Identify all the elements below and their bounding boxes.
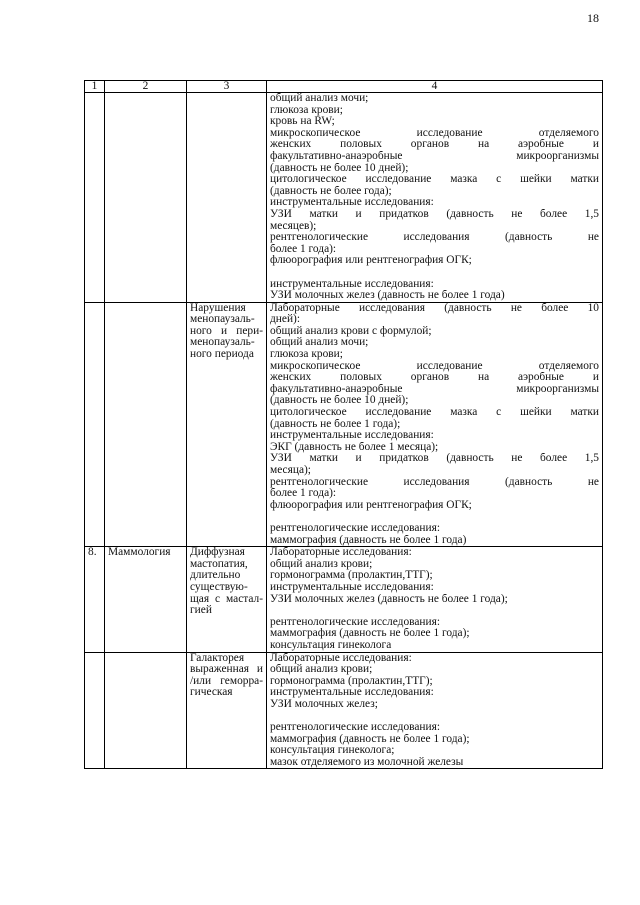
- study-line: микроскопическое исследование отделяемого: [270, 127, 599, 139]
- study-line: рентгенологические исследования:: [270, 522, 441, 534]
- condition-line: Диффузная: [190, 546, 245, 559]
- study-line: женских половых органов на аэробные и: [270, 139, 599, 151]
- header-col-3: 3: [187, 81, 267, 93]
- study-line: гормонограмма (пролактин,ТТГ);: [270, 570, 433, 582]
- study-line: общий анализ крови с формулой;: [270, 325, 432, 337]
- condition-line: менопаузаль-: [190, 336, 255, 349]
- specialty-cell: [105, 652, 187, 769]
- blank-line: [270, 605, 599, 617]
- study-line: глюкоза крови;: [270, 349, 343, 361]
- study-line: дней):: [270, 314, 301, 326]
- study-line: гормонограмма (пролактин,ТТГ);: [270, 675, 433, 687]
- study-line: рентгенологические исследования:: [270, 722, 441, 734]
- study-line: кровь на RW;: [270, 116, 335, 128]
- study-line: женских половых органов на аэробные и: [270, 372, 599, 384]
- condition-line: гией: [190, 604, 212, 617]
- study-line: рентгенологические исследования:: [270, 616, 441, 628]
- study-line: УЗИ молочных желез (давность не более 1 года);: [270, 593, 508, 605]
- study-line: маммография (давность не более 1 года);: [270, 733, 470, 745]
- study-line: (давность не более года);: [270, 185, 392, 197]
- table-row: [85, 547, 603, 652]
- row-number: [85, 302, 105, 546]
- studies-cell: [267, 302, 603, 546]
- study-line: инструментальные исследования:: [270, 278, 434, 290]
- study-line: Лабораторные исследования:: [270, 547, 412, 559]
- header-col-1: 1: [85, 81, 105, 93]
- study-line: флюорография или рентгенография ОГК;: [270, 499, 472, 511]
- study-line: инструментальные исследования:: [270, 430, 434, 442]
- study-line: мазок отделяемого из молочной железы: [270, 756, 464, 768]
- condition-line: длительно: [190, 569, 241, 582]
- condition-line: ного периода: [190, 348, 254, 361]
- study-line: ЭКГ (давность не более 1 месяца);: [270, 441, 439, 453]
- header-col-2: 2: [105, 81, 187, 93]
- study-line: (давность не более 10 дней);: [270, 162, 409, 174]
- study-line: Лабораторные исследования (давность не более 10: [270, 302, 599, 314]
- specialty-cell: Маммология: [105, 547, 187, 652]
- condition-line: гическая: [190, 686, 233, 699]
- study-line: общий анализ крови;: [270, 664, 373, 676]
- studies-cell: [267, 93, 603, 303]
- study-line: УЗИ матки и придатков (давность не более 1,5: [270, 208, 599, 220]
- study-line: рентгенологические исследования (давность не: [270, 232, 599, 244]
- study-line: маммография (давность не более 1 года);: [270, 628, 470, 640]
- condition-line: щая с мастал-: [190, 592, 263, 605]
- study-line: инструментальные исследования:: [270, 581, 434, 593]
- study-line: глюкоза крови;: [270, 104, 343, 116]
- condition-line: выраженная и: [190, 663, 263, 676]
- study-line: Лабораторные исследования:: [270, 652, 412, 664]
- study-line: (давность не более 10 дней);: [270, 395, 409, 407]
- specialty-cell: [105, 302, 187, 546]
- study-line: микроскопическое исследование отделяемого: [270, 360, 599, 372]
- row-number: 8.: [85, 547, 105, 652]
- study-line: месяцев);: [270, 220, 317, 232]
- row-number: [85, 93, 105, 303]
- study-line: цитологическое исследование мазка с шейки матки: [270, 174, 599, 186]
- study-line: УЗИ молочных желез (давность не более 1 года): [270, 290, 505, 302]
- blank-line: [270, 267, 599, 279]
- study-line: флюорография или рентгенография ОГК;: [270, 255, 472, 267]
- study-line: факультативно-анаэробные микроорганизмы: [270, 150, 599, 162]
- condition-line: мастопатия,: [190, 557, 248, 570]
- condition-cell: [187, 652, 267, 769]
- page-number: 18: [587, 11, 599, 25]
- study-line: более 1 года):: [270, 243, 337, 255]
- study-line: общий анализ крови;: [270, 558, 373, 570]
- table-row: [85, 93, 603, 303]
- study-line: цитологическое исследование мазка с шейки матки: [270, 407, 599, 419]
- study-line: общий анализ мочи;: [270, 337, 369, 349]
- study-line: месяца);: [270, 465, 311, 476]
- table-row: [85, 302, 603, 546]
- condition-line: ного и пери-: [190, 324, 263, 337]
- studies-cell: [267, 547, 603, 652]
- condition-cell: [187, 93, 267, 303]
- condition-cell: [187, 547, 267, 652]
- study-line: УЗИ молочных желез;: [270, 698, 378, 710]
- study-line: инструментальные исследования:: [270, 197, 434, 209]
- study-line: факультативно-анаэробные микроорганизмы: [270, 383, 599, 395]
- row-number: [85, 652, 105, 769]
- study-line: маммография (давность не более 1 года): [270, 534, 467, 546]
- condition-line: Галакторея: [190, 651, 245, 664]
- study-line: УЗИ матки и придатков (давность не более 1,5: [270, 453, 599, 465]
- studies-cell: [267, 652, 603, 769]
- condition-line: Нарушения: [190, 301, 246, 314]
- study-line: более 1 года):: [270, 488, 337, 500]
- study-line: (давность не более 1 года);: [270, 418, 401, 430]
- header-row: [85, 81, 603, 93]
- blank-line: [270, 710, 599, 722]
- condition-line: существую-: [190, 580, 248, 593]
- header-col-4: 4: [267, 81, 603, 93]
- condition-line: /или геморра-: [190, 674, 263, 687]
- exam-table: [84, 80, 603, 769]
- specialty-cell: [105, 93, 187, 303]
- study-line: рентгенологические исследования (давность не: [270, 476, 599, 488]
- condition-line: менопаузаль-: [190, 313, 255, 326]
- study-line: инструментальные исследования:: [270, 687, 434, 699]
- condition-cell: [187, 302, 267, 546]
- study-line: консультация гинеколога;: [270, 745, 395, 757]
- study-line: общий анализ мочи;: [270, 93, 369, 104]
- table-row: [85, 652, 603, 769]
- blank-line: [270, 511, 599, 523]
- study-line: консультация гинеколога: [270, 639, 392, 651]
